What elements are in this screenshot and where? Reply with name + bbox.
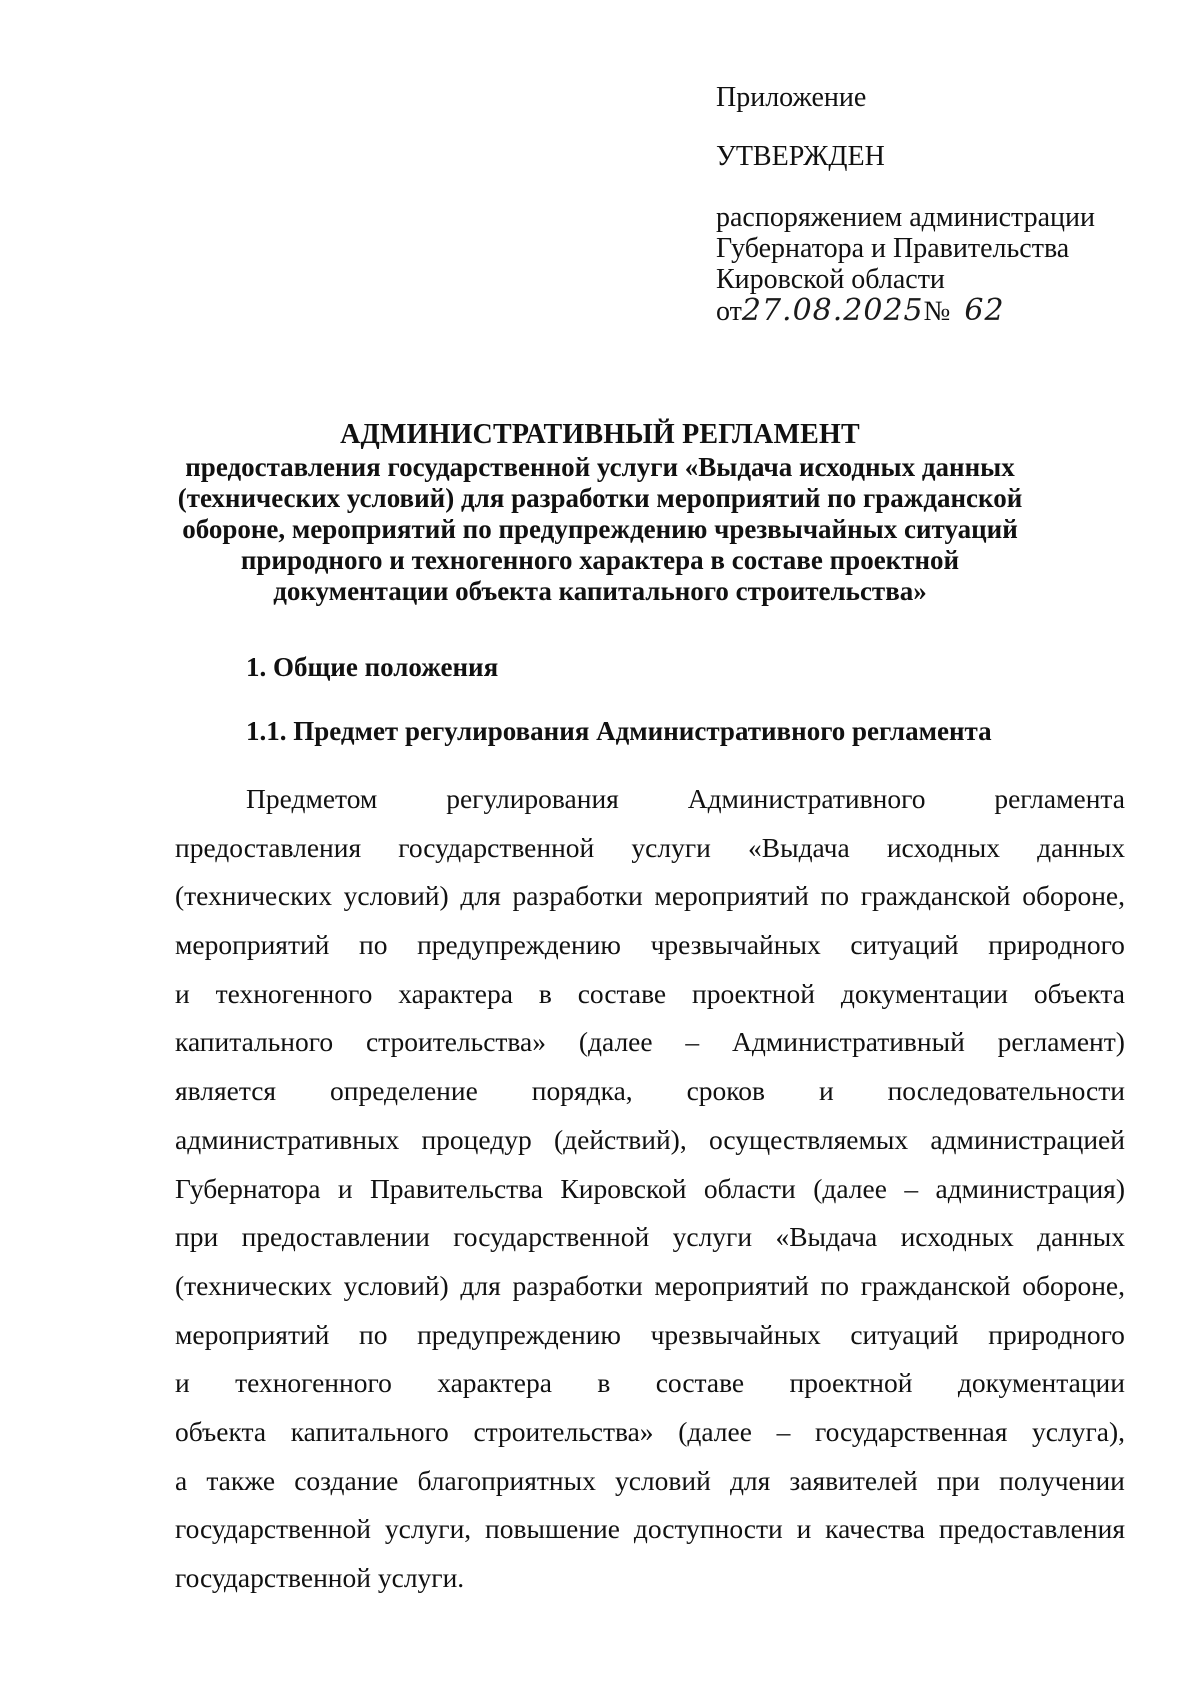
paragraph-line [175, 1074, 1125, 1123]
paragraph-word: составе [655, 1367, 745, 1399]
paragraph-word: и [796, 1513, 812, 1545]
paragraph-word: мероприятий [175, 929, 330, 961]
paragraph-word: разработки [512, 880, 643, 912]
paragraph-word: получении [999, 1464, 1125, 1496]
paragraph-line [175, 1220, 1125, 1269]
paragraph-word: «Выдача [775, 1221, 878, 1253]
paragraph-word: регламента [994, 783, 1125, 814]
paragraph-word: заявителей [789, 1464, 918, 1496]
handwritten-date: 27.08.2025 [741, 293, 924, 328]
paragraph-word: характера [437, 1367, 552, 1399]
paragraph-word: Кировской [560, 1172, 687, 1204]
paragraph-word: и [818, 1075, 834, 1107]
paragraph-word: процедур [421, 1123, 532, 1155]
paragraph-line [175, 1269, 1125, 1318]
paragraph-word: в [597, 1367, 611, 1399]
paragraph-word: Правительства [369, 1172, 543, 1204]
paragraph-word: чрезвычайных [650, 1318, 821, 1350]
paragraph-word: – [904, 1172, 919, 1204]
approval-date-line [716, 295, 1156, 327]
paragraph-word: создание [294, 1464, 399, 1496]
paragraph-word: данных [1037, 831, 1125, 863]
paragraph-word: исходных [886, 831, 1000, 863]
paragraph-word: регулирования [446, 783, 619, 814]
paragraph-word: исходных [900, 1221, 1014, 1253]
paragraph-word: Административный [731, 1026, 965, 1058]
paragraph-word: государственной [453, 1221, 650, 1253]
date-prefix: от [716, 296, 742, 327]
document-subtitle-line: документации объекта капитального строительства» [273, 576, 927, 606]
body-paragraph [175, 782, 1125, 1610]
paragraph-word: данных [1037, 1221, 1125, 1253]
paragraph-word: (далее [578, 1026, 653, 1058]
paragraph-word: качества [825, 1513, 925, 1545]
paragraph-word: по [820, 1269, 849, 1301]
paragraph-word: природного [988, 929, 1125, 961]
approved-label: УТВЕРЖДЕН [716, 141, 885, 172]
paragraph-word: мероприятий [654, 880, 809, 912]
paragraph-word: и [175, 977, 190, 1009]
paragraph-word: услуги, [384, 1513, 472, 1545]
paragraph-word: при [175, 1221, 219, 1253]
paragraph-word: последовательности [887, 1075, 1125, 1107]
paragraph-word: – [776, 1415, 791, 1447]
paragraph-word: по [359, 929, 388, 961]
document-subtitle-line: обороне, мероприятий по предупреждению чрезвычайных ситуаций [182, 514, 1018, 544]
paragraph-line [175, 1415, 1125, 1464]
paragraph-line [175, 1366, 1125, 1415]
paragraph-word: (технических [175, 1269, 332, 1301]
subsection-heading: 1.1. Предмет регулирования Административного регламента [246, 716, 992, 746]
paragraph-word: объекта [1033, 977, 1125, 1009]
paragraph-word: гражданской [860, 880, 1011, 912]
paragraph-line: государственной услуги. [175, 1562, 465, 1593]
paragraph-word: администрацией [930, 1123, 1125, 1155]
paragraph-word: услуга), [1032, 1415, 1125, 1447]
paragraph-word: предоставлении [241, 1221, 430, 1253]
paragraph-word: мероприятий [654, 1269, 809, 1301]
paragraph-word: сроков [686, 1075, 765, 1107]
paragraph-word: обороне, [1022, 1269, 1125, 1301]
paragraph-word: по [820, 880, 849, 912]
paragraph-word: повышение [485, 1513, 620, 1545]
paragraph-word: в [538, 977, 552, 1009]
paragraph-word: регламент) [997, 1026, 1125, 1058]
paragraph-word: государственной [398, 831, 595, 863]
paragraph-word: – [685, 1026, 700, 1058]
paragraph-line [175, 782, 1125, 831]
paragraph-word: а [175, 1464, 188, 1496]
document-title-block [150, 418, 1050, 607]
document-subtitle-line: предоставления государственной услуги «Выдача исходных данных [185, 452, 1015, 482]
paragraph-word: по [359, 1318, 388, 1350]
paragraph-word: предупреждению [417, 1318, 621, 1350]
paragraph-word: мероприятий [175, 1318, 330, 1350]
paragraph-word: для [460, 880, 501, 912]
paragraph-word: проектной [789, 1367, 913, 1399]
paragraph-word: определение [330, 1075, 478, 1107]
paragraph-word: (далее [678, 1415, 752, 1447]
paragraph-line [175, 1172, 1125, 1221]
paragraph-word: Губернатора [175, 1172, 321, 1204]
approval-authority-line-1: распоряжением администрации [716, 202, 1095, 233]
paragraph-word: документации [840, 977, 1008, 1009]
paragraph-word: предоставления [175, 831, 362, 863]
paragraph-word: разработки [512, 1269, 643, 1301]
section-heading: 1. Общие положения [246, 652, 499, 682]
paragraph-word: благоприятных [417, 1464, 596, 1496]
paragraph-word: администрация) [935, 1172, 1125, 1204]
paragraph-word: документации [957, 1367, 1125, 1399]
paragraph-word: для [729, 1464, 771, 1496]
paragraph-word: техногенного [215, 977, 373, 1009]
paragraph-line [175, 1512, 1125, 1561]
paragraph-line [175, 831, 1125, 880]
paragraph-word: области [703, 1172, 796, 1204]
paragraph-word: обороне, [1022, 880, 1125, 912]
paragraph-word: «Выдача [748, 831, 850, 863]
paragraph-line [175, 928, 1125, 977]
approval-authority-line-2: Губернатора и Правительства [716, 233, 1070, 264]
paragraph-word: строительства» [473, 1415, 654, 1447]
paragraph-word: условий) [343, 1269, 449, 1301]
paragraph-word: предупреждению [417, 929, 621, 961]
paragraph-line [175, 879, 1125, 928]
paragraph-word: (далее [813, 1172, 887, 1204]
appendix-label: Приложение [716, 82, 867, 113]
paragraph-word: ситуаций [850, 929, 959, 961]
paragraph-word: услуги [672, 1221, 753, 1253]
paragraph-word: также [206, 1464, 276, 1496]
approval-block [716, 82, 1156, 327]
document-subtitle-line: природного и техногенного характера в составе проектной [240, 545, 960, 575]
approval-authority-line-3: Кировской области [716, 264, 945, 295]
paragraph-word: государственной [175, 1513, 371, 1545]
paragraph-word: и [175, 1367, 190, 1399]
paragraph-word: (технических [175, 880, 332, 912]
paragraph-word: условий) [343, 880, 449, 912]
paragraph-word: природного [988, 1318, 1125, 1350]
paragraph-word: характера [398, 977, 513, 1009]
number-sign: № [923, 296, 951, 327]
paragraph-line [175, 977, 1125, 1026]
paragraph-word: условий [614, 1464, 711, 1496]
paragraph-word: при [936, 1464, 981, 1496]
paragraph-line [175, 1025, 1125, 1074]
paragraph-word: административных [175, 1123, 400, 1155]
paragraph-line [175, 1318, 1125, 1367]
paragraph-word: чрезвычайных [650, 929, 821, 961]
paragraph-word: является [175, 1075, 277, 1107]
paragraph-word: капитального [175, 1026, 334, 1058]
paragraph-word: техногенного [235, 1367, 392, 1399]
paragraph-word: осуществляемых [708, 1123, 909, 1155]
document-title: АДМИНИСТРАТИВНЫЙ РЕГЛАМЕНТ [340, 419, 860, 450]
paragraph-word: предоставления [938, 1513, 1125, 1545]
paragraph-line [175, 1123, 1125, 1172]
paragraph-word: Предметом [246, 783, 378, 814]
paragraph-word: составе [577, 977, 667, 1009]
paragraph-word: (действий), [553, 1123, 687, 1155]
paragraph-word: объекта [175, 1415, 267, 1447]
paragraph-word: строительства» [365, 1026, 547, 1058]
paragraph-word: Административного [687, 783, 926, 814]
paragraph-word: и [337, 1172, 353, 1204]
handwritten-number: 62 [964, 293, 1005, 328]
paragraph-word: капитального [290, 1415, 449, 1447]
paragraph-word: для [460, 1269, 501, 1301]
paragraph-word: ситуаций [850, 1318, 959, 1350]
paragraph-word: порядка, [531, 1075, 633, 1107]
paragraph-word: проектной [692, 977, 815, 1009]
paragraph-line [175, 1464, 1125, 1513]
paragraph-word: доступности [633, 1513, 783, 1545]
paragraph-word: гражданской [860, 1269, 1011, 1301]
paragraph-word: государственная [815, 1415, 1008, 1447]
document-subtitle-line: (технических условий) для разработки мероприятий по гражданской [177, 483, 1023, 513]
paragraph-word: услуги [631, 831, 711, 863]
